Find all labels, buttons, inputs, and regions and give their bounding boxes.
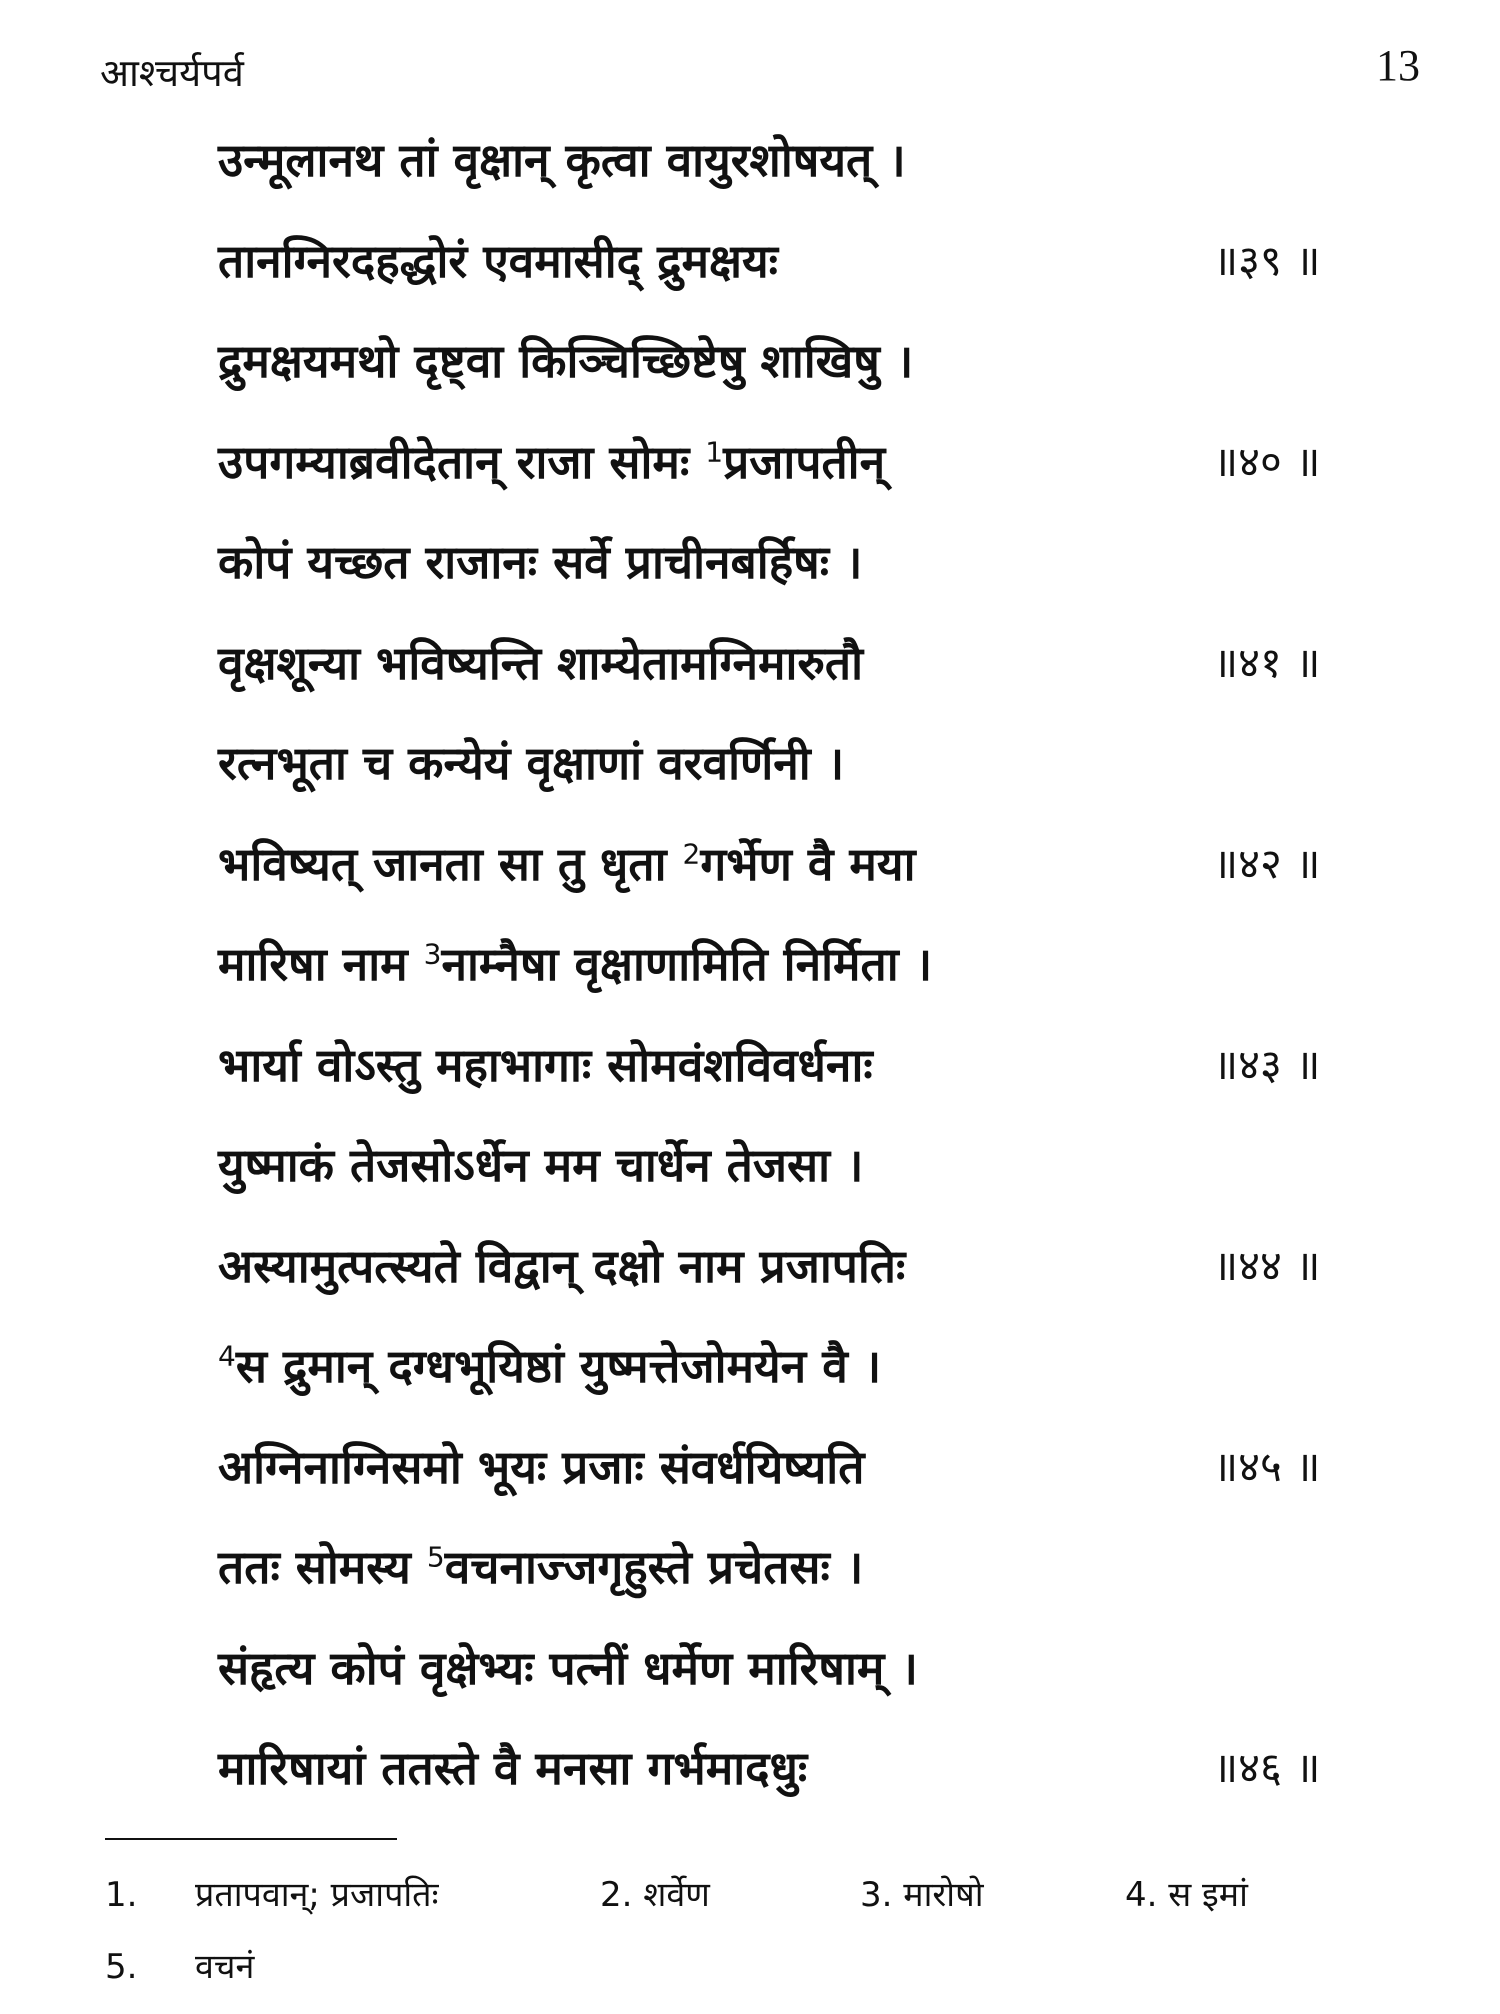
footnote-marker[interactable]: 2 (682, 837, 701, 871)
footnote-marker[interactable]: 4 (218, 1339, 236, 1373)
page-header (100, 40, 1420, 100)
footnote-marker[interactable]: 1 (705, 435, 724, 469)
line-text (218, 934, 932, 994)
footnote-item (1125, 1870, 1248, 1916)
footnotes (105, 1870, 1405, 2014)
verse-line (218, 1035, 1378, 1136)
line-text-part: भविष्यत् जानता सा तु धृता (218, 836, 683, 891)
verse-number: ॥४३ ॥ (1213, 1039, 1321, 1089)
verse-number: ॥४४ ॥ (1213, 1240, 1321, 1290)
line-text-part: प्रजापतीन् (723, 434, 886, 489)
verse-number: ॥४२ ॥ (1213, 838, 1321, 888)
footnote-row (105, 1942, 1405, 2014)
footnote-marker[interactable]: 5 (426, 1540, 445, 1574)
footnote-item (600, 1870, 710, 1916)
footnote-item (860, 1870, 984, 1916)
line-text: तानग्निरदहद्धोरं एवमासीद् द्रुमक्षयः (218, 233, 778, 288)
footnote-text: मारोषो (903, 1875, 984, 1915)
line-text-part: वचनाज्जगृहुस्ते प्रचेतसः । (444, 1540, 864, 1594)
line-text: कोपं यच्छत राजानः सर्वे प्राचीनबर्हिषः । (218, 535, 863, 589)
line-text (218, 1336, 881, 1396)
line-text: रत्नभूता च कन्येयं वृक्षाणां वरवर्णिनी । (218, 736, 845, 790)
footnote-number: 3. (860, 1875, 893, 1915)
footnote-item (105, 1942, 254, 1988)
line-text: मारिषायां ततस्ते वै मनसा गर्भमादधुः (218, 1741, 808, 1795)
line-text: वृक्षशून्या भविष्यन्ति शाम्येतामग्निमारुतौ (218, 635, 864, 690)
verse-number: ॥४१ ॥ (1213, 637, 1321, 687)
verse-line (218, 733, 1378, 834)
verse-line (218, 834, 1378, 935)
verse-line (218, 532, 1378, 633)
verse-line (218, 130, 1378, 231)
line-text: युष्माकं तेजसोऽर्धेन मम चार्धेन तेजसा । (218, 1138, 864, 1192)
footnote-text: वचनं (195, 1947, 255, 1987)
verse-number: ॥४५ ॥ (1213, 1441, 1321, 1491)
line-text (218, 1537, 863, 1597)
footnote-number: 4. (1125, 1875, 1158, 1915)
line-text-part: ततः सोमस्य (218, 1540, 427, 1594)
footnote-row (105, 1870, 1405, 1942)
line-text-part: गर्भेण वै मया (700, 836, 916, 891)
verse-line (218, 231, 1378, 332)
page-number: 13 (1376, 41, 1420, 90)
footnote-number: 1. (105, 1875, 138, 1915)
footnote-divider (105, 1838, 397, 1840)
verse-number: ॥३९ ॥ (1213, 235, 1321, 285)
line-text: अस्यामुत्पत्स्यते विद्वान् दक्षो नाम प्रजापतिः (218, 1238, 906, 1293)
running-title: आश्चर्यपर्व (100, 51, 244, 95)
footnote-number: 5. (105, 1947, 138, 1987)
verse-line (218, 1537, 1378, 1638)
footnote-item (105, 1870, 438, 1916)
footnote-text: प्रतापवान्; प्रजापतिः (195, 1875, 439, 1915)
line-text (218, 834, 916, 894)
line-text-part: उपगम्याब्रवीदेतान् राजा सोमः (218, 434, 706, 489)
verse-line (218, 1638, 1378, 1739)
line-text: संहृत्य कोपं वृक्षेभ्यः पत्नीं धर्मेण मारिषाम् । (218, 1640, 918, 1695)
footnote-text: स इमां (1168, 1875, 1248, 1915)
line-text: अग्निनाग्निसमो भूयः प्रजाः संवर्धयिष्यति (218, 1439, 865, 1494)
verse-line (218, 1336, 1378, 1437)
verse-line (218, 331, 1378, 432)
verse-line (218, 1135, 1378, 1236)
footnote-text: शर्वेण (643, 1875, 710, 1915)
line-text: द्रुमक्षयमथो दृष्ट्वा किञ्चिच्छिष्टेषु शाखिषु । (218, 334, 914, 388)
line-text-part: नाम्नैषा वृक्षाणामिति निर्मिता । (441, 937, 933, 991)
verse-number: ॥४६ ॥ (1213, 1743, 1321, 1792)
verse-line (218, 934, 1378, 1035)
verse-line (218, 633, 1378, 734)
line-text: भार्या वोऽस्तु महाभागाः सोमवंशविवर्धनाः (218, 1037, 873, 1092)
verse-block (218, 130, 1378, 1839)
verse-line (218, 1236, 1378, 1337)
verse-line (218, 1437, 1378, 1538)
footnote-marker[interactable]: 3 (423, 937, 442, 971)
line-text: उन्मूलानथ तां वृक्षान् कृत्वा वायुरशोषयत् । (218, 133, 906, 187)
line-text-part: मारिषा नाम (218, 937, 424, 991)
footnote-number: 2. (600, 1875, 633, 1915)
line-text (218, 432, 885, 492)
verse-line (218, 1738, 1378, 1839)
line-text-part: स द्रुमान् दग्धभूयिष्ठां युष्मत्तेजोमयेन वै । (235, 1339, 882, 1393)
verse-number: ॥४० ॥ (1213, 436, 1321, 486)
verse-line (218, 432, 1378, 533)
